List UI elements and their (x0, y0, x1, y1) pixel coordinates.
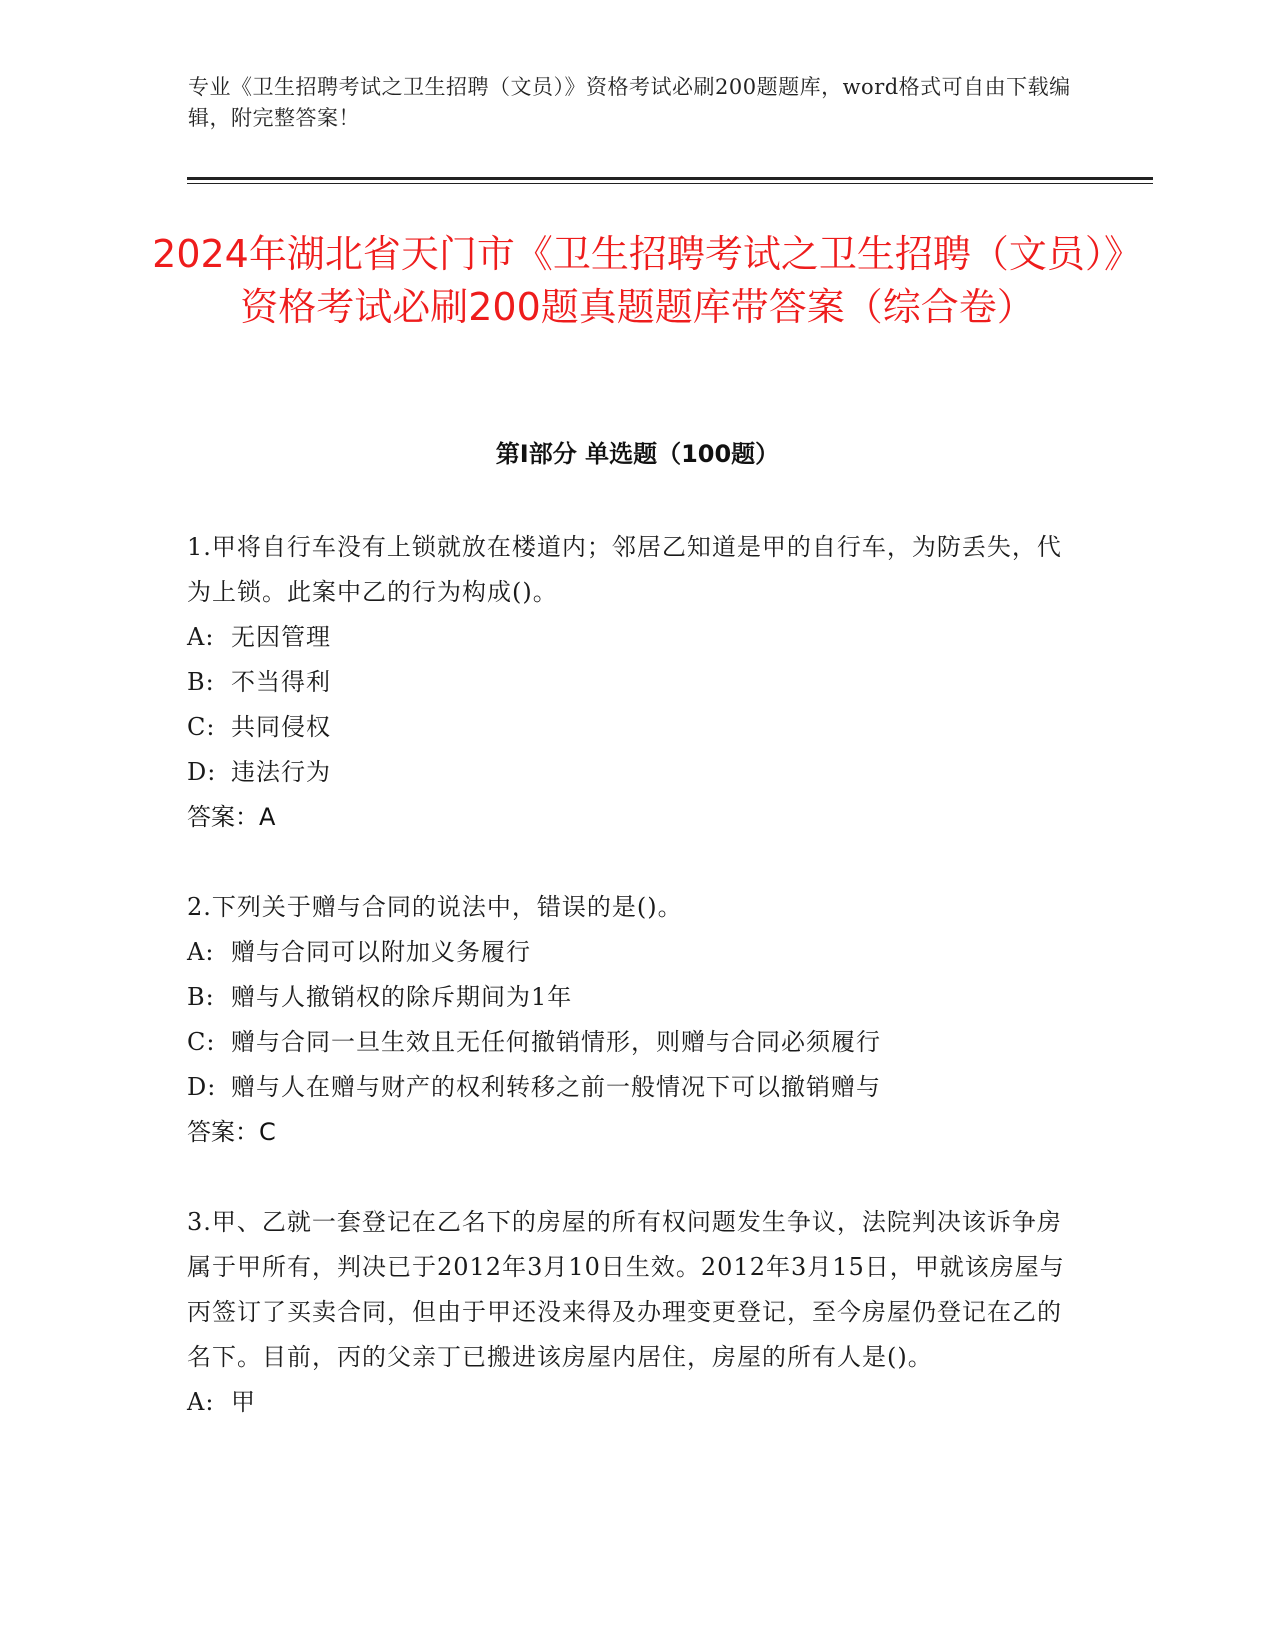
document-title: 2024年湖北省天门市《卫生招聘考试之卫生招聘（文员）》资格考试必刷200题真题题库带答案（综合卷） (152, 232, 1123, 329)
header-note: 专业《卫生招聘考试之卫生招聘（文员）》资格考试必刷200题题库，word格式可自由下载编辑，附完整答案！ (188, 75, 1071, 130)
question-2-option-d (187, 1065, 1072, 1110)
question-1-option-d (187, 750, 1072, 795)
option-letter: A: (187, 623, 215, 651)
option-letter: B: (187, 668, 215, 696)
option-text: 甲 (231, 1388, 256, 1416)
option-letter: A: (187, 1388, 215, 1416)
option-letter: B: (187, 983, 215, 1011)
question-2-text: 2.下列关于赠与合同的说法中，错误的是()。 (187, 893, 683, 921)
question-1-text: 1.甲将自行车没有上锁就放在楼道内；邻居乙知道是甲的自行车，为防丢失，代为上锁。此案中乙的行为构成()。 (187, 533, 1062, 606)
question-1-option-b (187, 660, 1072, 705)
option-letter: D: (187, 1073, 217, 1101)
header-divider-thick (187, 177, 1153, 180)
question-1 (187, 525, 1072, 840)
option-text: 赠与合同一旦生效且无任何撤销情形，则赠与合同必须履行 (231, 1028, 881, 1056)
section-heading: 第I部分 单选题（100题） (495, 440, 780, 468)
option-text: 共同侵权 (231, 713, 331, 741)
option-text: 无因管理 (231, 623, 331, 651)
option-letter: C: (187, 1028, 216, 1056)
question-list (187, 525, 1072, 1470)
question-3 (187, 1200, 1072, 1425)
question-3-option-a (187, 1380, 1072, 1425)
option-text: 不当得利 (231, 668, 331, 696)
question-2-answer: 答案：C (187, 1118, 276, 1146)
option-letter: D: (187, 758, 217, 786)
question-1-option-c (187, 705, 1072, 750)
option-text: 赠与人撤销权的除斥期间为1年 (231, 983, 573, 1011)
question-2-option-b (187, 975, 1072, 1020)
option-text: 违法行为 (231, 758, 331, 786)
option-text: 赠与人在赠与财产的权利转移之前一般情况下可以撤销赠与 (231, 1073, 881, 1101)
question-1-option-a (187, 615, 1072, 660)
question-2-option-c (187, 1020, 1072, 1065)
header-divider-thin (187, 183, 1153, 184)
option-letter: A: (187, 938, 215, 966)
option-text: 赠与合同可以附加义务履行 (231, 938, 531, 966)
question-2 (187, 885, 1072, 1155)
option-letter: C: (187, 713, 216, 741)
question-2-option-a (187, 930, 1072, 975)
question-1-answer: 答案：A (187, 803, 276, 831)
question-3-text: 3.甲、乙就一套登记在乙名下的房屋的所有权问题发生争议，法院判决该诉争房属于甲所有，判决已于2012年3月10日生效。2012年3月15日，甲就该房屋与丙签订了买卖合同，但由于甲还没来得及办理变更登记，至今房屋仍登记在乙的名下。目前，丙的父亲丁已搬进该房屋内居住，房屋的所有人是()。 (187, 1208, 1065, 1371)
